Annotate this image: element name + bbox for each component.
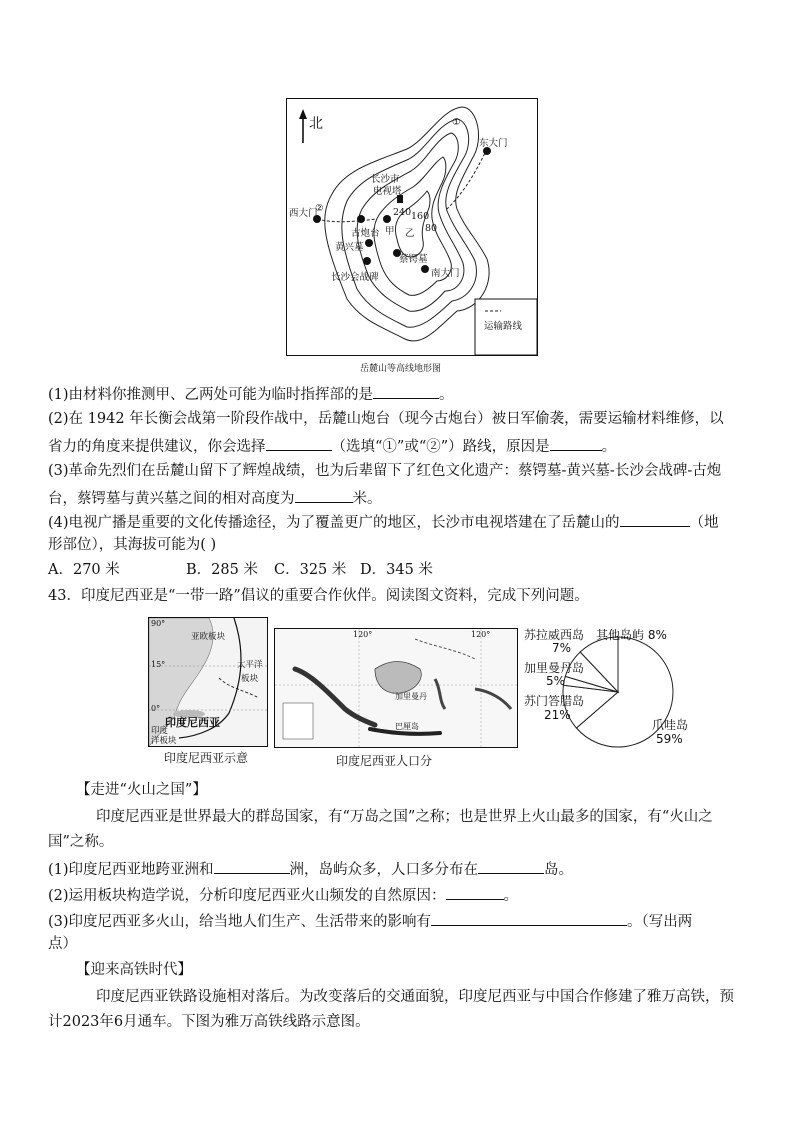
- contour-map-caption: 岳麓山等高线地形图: [360, 364, 442, 374]
- pie-label-kalimantan: 加里曼丹岛: [524, 661, 585, 675]
- map2-java: 巴厘岛: [395, 722, 419, 731]
- s1-q2: (2)运用板块构造学说，分析印度尼西亚火山频发的自然原因： 。: [48, 884, 518, 906]
- q42-2-line2: 省力的角度来提供建议，你会选择 （选填“①”或“②”）路线，原因是 。: [48, 435, 616, 457]
- q42-3-line1: (3)革命先烈们在岳麓山留下了辉煌战绩，也为后辈留下了红色文化遗产：蔡锷墓-黄兴墓-长沙会战碑-古炮: [48, 463, 722, 479]
- section1-paragraph-line1: 印度尼西亚是世界最大的群岛国家，有“万岛之国”之称；也是世界上火山最多的国家，有“火山之: [96, 809, 713, 825]
- q42-3-line2: 台，蔡锷墓与黄兴墓之间的相对高度为 米。: [48, 487, 382, 509]
- east-gate-label: 东大门: [479, 138, 508, 149]
- answer-blank[interactable]: [478, 858, 544, 874]
- elev-160-label: 160: [411, 211, 430, 222]
- route-2-line: [317, 219, 377, 222]
- q42-1: (1)由材料你推测甲、乙两处可能为临时指挥部的是 。: [48, 383, 454, 405]
- contour-3: [357, 133, 464, 311]
- q42-4-line1: (4)电视广播是重要的文化传播途径，为了覆盖更广的地区，长沙市电视塔建在了岳麓山的 （地: [48, 511, 719, 533]
- pie-label-sumatra: 苏门答腊岛: [524, 694, 585, 708]
- option-c[interactable]: C．325 米: [274, 562, 347, 578]
- map1-plate: 板块: [241, 674, 259, 684]
- map1-caption: 印度尼西亚示意: [164, 751, 249, 765]
- west-gate-label: 西大门: [289, 208, 318, 219]
- pie-label-java: 爪哇岛: [652, 718, 689, 732]
- route-1-line: [447, 149, 487, 209]
- gupaotai-dot: [357, 215, 365, 223]
- jia-label: 甲: [385, 226, 395, 237]
- map2-caption: 印度尼西亚人口分: [336, 754, 433, 768]
- map1-indian-b: 洋板块: [151, 736, 177, 746]
- summit-a-label: 长沙市: [371, 174, 400, 185]
- contour-outer: [325, 107, 489, 341]
- north-arrow-icon: [299, 109, 307, 143]
- legend-label: 运输路线: [483, 321, 522, 332]
- section1-title: 【走进“火山之国”】: [76, 782, 207, 798]
- map1-lat15: 15°: [151, 660, 166, 669]
- section1-paragraph-line2: 国”之称。: [48, 834, 114, 850]
- beiji-dot: [363, 257, 371, 265]
- section2-paragraph-line2: 计2023年6月通车。下图为雅万高铁线路示意图。: [48, 1014, 370, 1030]
- map2-borneo: 加里曼丹: [395, 692, 427, 701]
- option-a[interactable]: A．270 米: [48, 562, 120, 578]
- q42-4-line2: 形部位），其海拔可能为( ): [48, 537, 217, 553]
- map1-lon90: 90°: [151, 619, 166, 628]
- answer-blank[interactable]: [431, 910, 627, 926]
- answer-blank[interactable]: [373, 383, 439, 399]
- south-gate-label: 南大门: [431, 268, 460, 279]
- answer-blank[interactable]: [266, 435, 332, 451]
- q43-intro: 43．印度尼西亚是“一带一路”倡议的重要合作伙伴。阅读图文资料，完成下列问题。: [48, 588, 589, 604]
- huangxing-dot: [365, 239, 373, 247]
- s1-q3: (3)印度尼西亚多火山，给当地人们生产、生活带来的影响有 。（写出两: [48, 910, 692, 932]
- map1-pacific: 太平洋: [237, 660, 263, 670]
- map1-indian-a: 印度: [151, 726, 169, 736]
- answer-blank[interactable]: [620, 511, 690, 527]
- pie-label-sumatra-pct: 21%: [544, 708, 571, 722]
- answer-blank[interactable]: [295, 487, 353, 503]
- option-b[interactable]: B．285 米: [186, 562, 258, 578]
- south-gate-dot: [421, 265, 429, 273]
- elev-80-label: 80: [425, 223, 438, 234]
- route-1-label: ①: [452, 117, 461, 128]
- map1-indonesia: 印度尼西亚: [165, 716, 220, 729]
- map1-lat0: 0°: [151, 704, 161, 713]
- summit-b-label: 电视塔: [373, 186, 402, 197]
- map1-eurasian: 亚欧板块: [191, 632, 226, 642]
- elev-240-label: 240: [393, 207, 412, 218]
- option-d[interactable]: D．345 米: [360, 562, 433, 578]
- north-label: 北: [309, 116, 323, 132]
- gupaotai-label: 古炮台: [351, 228, 380, 239]
- answer-blank[interactable]: [214, 858, 290, 874]
- answer-blank[interactable]: [550, 435, 602, 451]
- pie-label-others: 其他岛屿 8%: [596, 628, 667, 642]
- contour-2: [342, 119, 477, 327]
- pie-label-sulawesi-pct: 7%: [552, 641, 572, 655]
- pie-label-sulawesi: 苏拉威西岛: [524, 628, 585, 642]
- jia-dot: [383, 215, 391, 223]
- caie-label: 蔡锷墓: [399, 254, 428, 265]
- huangxing-label: 黄兴墓: [335, 242, 364, 253]
- beiji-label: 长沙会战碑: [331, 272, 379, 283]
- q42-2-line1: (2)在 1942 年长衡会战第一阶段作战中，岳麓山炮台（现今古炮台）被日军偷袭，需要运输材料维修，以: [48, 411, 724, 427]
- section2-paragraph-line1: 印度尼西亚铁路设施相对落后。为改变落后的交通面貌，印度尼西亚与中国合作修建了雅万高铁，预: [96, 989, 734, 1005]
- s1-q3-line2: 点）: [48, 936, 77, 952]
- indonesia-map-1: [148, 617, 268, 747]
- section2-title: 【迎来高铁时代】: [76, 962, 192, 978]
- indonesia-population-map: [274, 628, 518, 748]
- s1-q1: (1)印度尼西亚地跨亚洲和 洲，岛屿众多，人口多分布在 岛。: [48, 858, 573, 880]
- pie-label-java-pct: 59%: [656, 732, 683, 746]
- answer-blank[interactable]: [446, 884, 504, 900]
- map2-lon120a: 120°: [353, 630, 373, 639]
- yi-label: 乙: [405, 228, 415, 239]
- contour-map-figure: [286, 98, 538, 356]
- map2-lon120b: 120°: [471, 630, 491, 639]
- route-2-label: ②: [315, 203, 324, 214]
- pie-label-kalimantan-pct: 5%: [546, 674, 566, 688]
